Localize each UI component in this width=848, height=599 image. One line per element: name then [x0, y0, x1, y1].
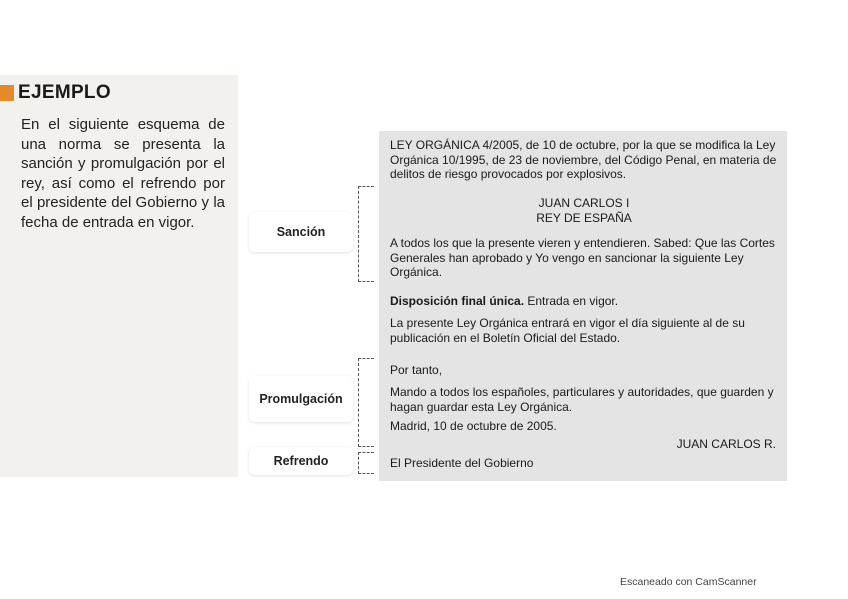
refrendo-bracket — [358, 452, 374, 474]
disposicion-heading — [390, 294, 778, 309]
mando-text: Mando a todos los españoles, particulares y autoridades, que guarden y hagan guardar esta Ley Orgánica. — [390, 385, 774, 414]
example-accent-bar — [0, 85, 14, 101]
label-refrendo-text: Refrendo — [273, 454, 329, 468]
label-sancion — [249, 212, 353, 252]
sancion-text: A todos los que la presente vieren y entendieren. Sabed: Que las Cortes Generales han aprobado y Yo vengo en sancionar la siguiente Ley Orgánica. — [390, 236, 775, 279]
example-heading: EJEMPLO — [18, 82, 111, 103]
label-promulgacion — [249, 376, 353, 422]
label-refrendo — [249, 447, 353, 475]
presidente-refrendo: El Presidente del Gobierno — [390, 456, 534, 470]
place-date: Madrid, 10 de octubre de 2005. — [390, 419, 557, 433]
promulgacion-bracket — [358, 358, 374, 447]
example-intro-text: En el siguiente esquema de una norma se presenta la sanción y promulgación por el rey, así como el refrendo por el presidente del Gobierno y la fecha de entrada en vigor. — [21, 116, 225, 231]
label-promulgacion-text: Promulgación — [259, 392, 343, 406]
disposicion-bold: Disposición final única. — [390, 294, 525, 308]
por-tanto: Por tanto, — [390, 363, 443, 377]
king-name: JUAN CARLOS I — [538, 196, 630, 210]
law-title: LEY ORGÁNICA 4/2005, de 10 de octubre, por la que se modifica la Ley Orgánica 10/1995, de 23 de noviembre, del Código Penal, en materia de delitos de riesgo provocados por explosivos. — [390, 138, 777, 181]
sancion-bracket — [358, 186, 374, 282]
king-title: REY DE ESPAÑA — [536, 211, 632, 225]
vigor-text: La presente Ley Orgánica entrará en vigor el día siguiente al de su publicación en el Boletín Oficial del Estado. — [390, 316, 745, 345]
scanner-watermark: Escaneado con CamScanner — [620, 576, 757, 588]
disposicion-rest: Entrada en vigor. — [524, 294, 619, 308]
king-signature: JUAN CARLOS R. — [676, 437, 776, 451]
label-sancion-text: Sanción — [276, 225, 326, 239]
